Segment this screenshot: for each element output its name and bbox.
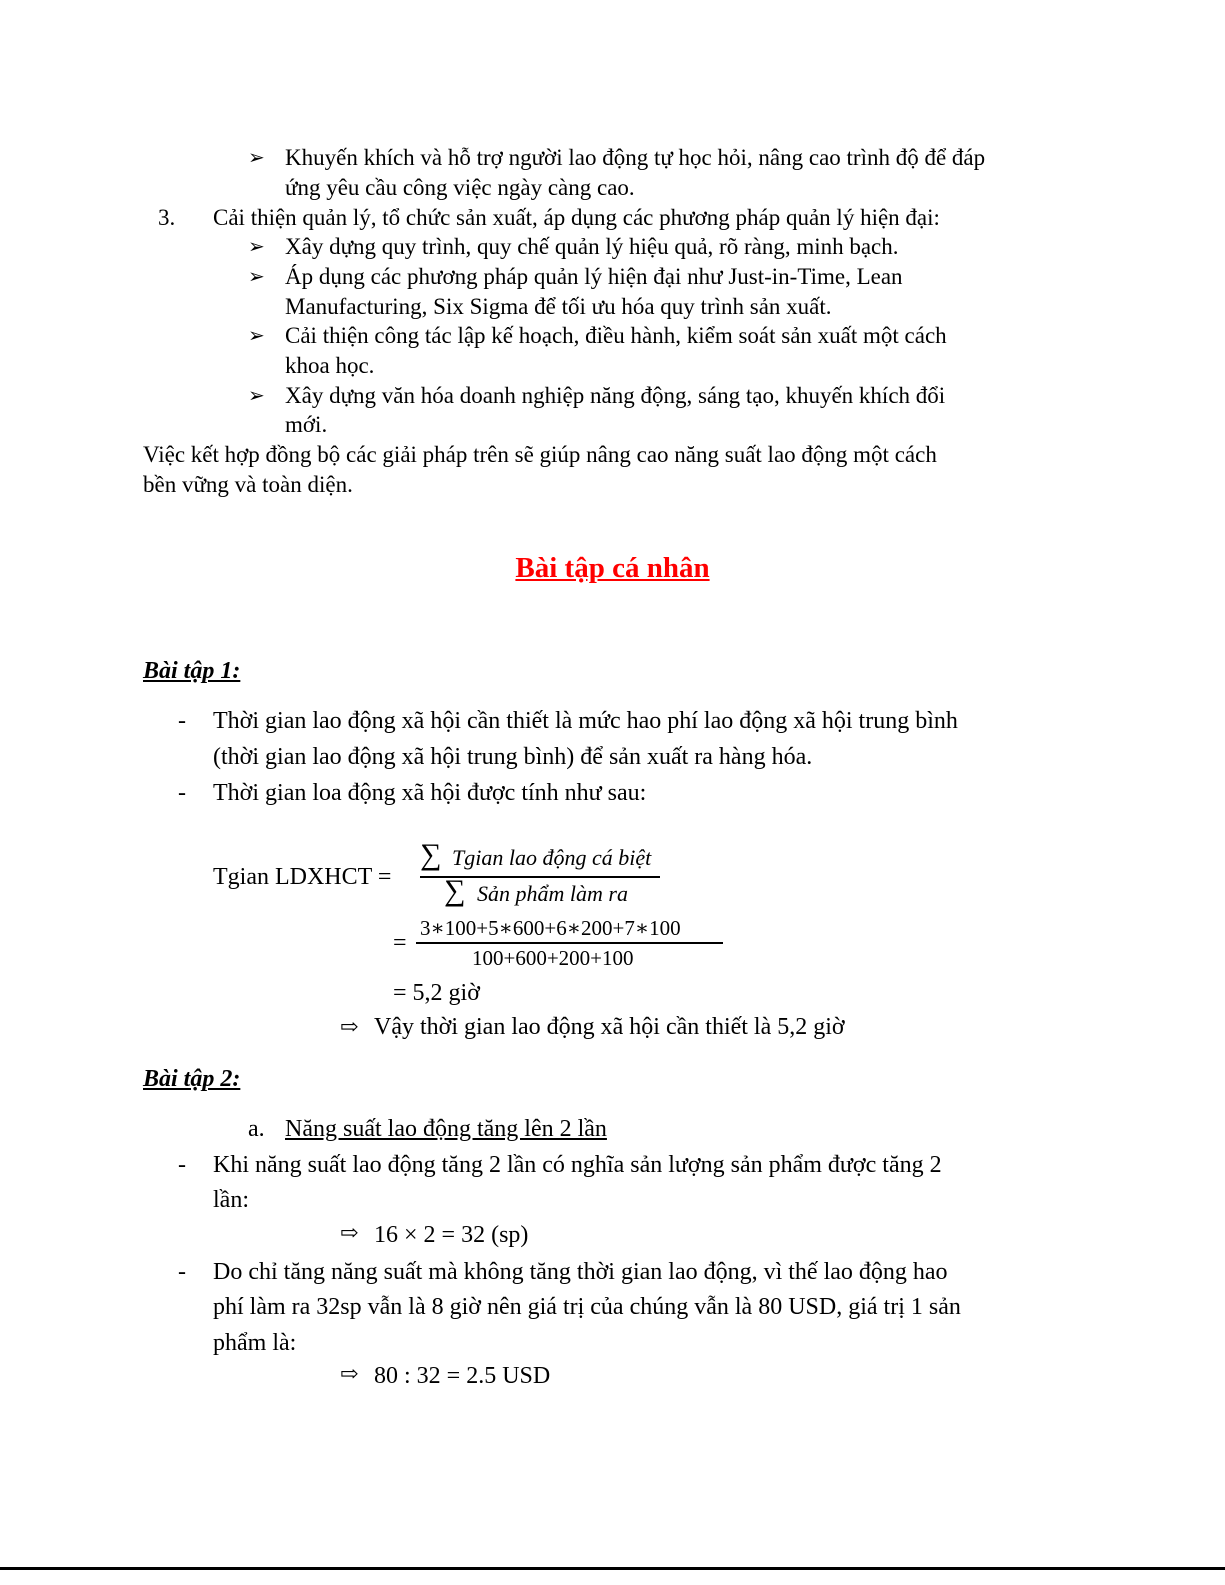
formula-lhs: Tgian LDXHCT = xyxy=(213,864,392,890)
page-border xyxy=(0,1567,1225,1570)
bullet-arrow-icon: ➢ xyxy=(248,325,265,347)
part-title: Năng suất lao động tăng lên 2 lần xyxy=(285,1116,607,1142)
dash-bullet: - xyxy=(178,1152,186,1178)
summary-text: bền vững và toàn diện. xyxy=(143,472,353,497)
formula-numerator: 3∗100+5∗600+6∗200+7∗100 xyxy=(420,916,681,940)
bullet-text: Khuyến khích và hỗ trợ người lao động tự học hỏi, nâng cao trình độ để đáp xyxy=(285,145,986,170)
dash-bullet: - xyxy=(178,1259,186,1285)
implies-arrow-icon: ⇨ xyxy=(340,1361,359,1386)
bullet-arrow-icon: ➢ xyxy=(248,385,265,407)
dash-bullet: - xyxy=(178,708,186,734)
bullet-text: Cải thiện công tác lập kế hoạch, điều hành, kiểm soát sản xuất một cách xyxy=(285,323,947,348)
calculation-text: 80 : 32 = 2.5 USD xyxy=(374,1363,551,1389)
sigma-symbol: ∑ xyxy=(444,874,466,907)
part-label: a. xyxy=(248,1116,265,1142)
page-title: Bài tập cá nhân xyxy=(515,552,710,584)
paragraph-text: lần: xyxy=(213,1187,249,1213)
paragraph-text: Khi năng suất lao động tăng 2 lần có nghĩa sản lượng sản phẩm được tăng 2 xyxy=(213,1152,942,1178)
formula-result: = 5,2 giờ xyxy=(393,980,480,1006)
bullet-text: ứng yêu cầu công việc ngày càng cao. xyxy=(285,175,635,200)
bullet-arrow-icon: ➢ xyxy=(248,266,265,288)
conclusion-text: Vậy thời gian lao động xã hội cần thiết là 5,2 giờ xyxy=(374,1014,845,1040)
paragraph-text: Thời gian loa động xã hội được tính như sau: xyxy=(213,780,647,806)
sigma-symbol: ∑ xyxy=(420,838,442,871)
implies-arrow-icon: ⇨ xyxy=(340,1220,359,1245)
formula-denominator: Sản phẩm làm ra xyxy=(477,881,628,906)
bullet-text: Manufacturing, Six Sigma để tối ưu hóa quy trình sản xuất. xyxy=(285,294,832,319)
bullet-text: Áp dụng các phương pháp quản lý hiện đại như Just-in-Time, Lean xyxy=(285,264,903,289)
formula-numerator: Tgian lao động cá biệt xyxy=(452,845,652,870)
exercise-1-heading: Bài tập 1: xyxy=(143,658,241,684)
paragraph-text: Thời gian lao động xã hội cần thiết là mức hao phí lao động xã hội trung bình xyxy=(213,708,958,734)
implies-arrow-icon: ⇨ xyxy=(340,1014,359,1039)
list-number: 3. xyxy=(158,205,176,230)
paragraph-text: (thời gian lao động xã hội trung bình) để sản xuất ra hàng hóa. xyxy=(213,744,813,770)
exercise-2-heading: Bài tập 2: xyxy=(143,1066,241,1092)
paragraph-text: phí làm ra 32sp vẫn là 8 giờ nên giá trị của chúng vẫn là 80 USD, giá trị 1 sản xyxy=(213,1294,961,1320)
summary-text: Việc kết hợp đồng bộ các giải pháp trên sẽ giúp nâng cao năng suất lao động một cách xyxy=(143,442,937,467)
bullet-text: khoa học. xyxy=(285,353,375,378)
bullet-text: Xây dựng quy trình, quy chế quản lý hiệu quả, rõ ràng, minh bạch. xyxy=(285,234,899,259)
paragraph-text: Do chỉ tăng năng suất mà không tăng thời gian lao động, vì thế lao động hao xyxy=(213,1259,948,1285)
bullet-arrow-icon: ➢ xyxy=(248,236,265,258)
bullet-text: mới. xyxy=(285,412,328,437)
paragraph-text: phẩm là: xyxy=(213,1330,297,1356)
bullet-text: Xây dựng văn hóa doanh nghiệp năng động, sáng tạo, khuyến khích đổi xyxy=(285,383,946,408)
dash-bullet: - xyxy=(178,780,186,806)
equals-sign: = xyxy=(393,930,407,956)
formula-denominator: 100+600+200+100 xyxy=(472,946,634,970)
list-item-heading: Cải thiện quản lý, tổ chức sản xuất, áp dụng các phương pháp quản lý hiện đại: xyxy=(213,205,940,230)
calculation-text: 16 × 2 = 32 (sp) xyxy=(374,1222,529,1248)
bullet-arrow-icon: ➢ xyxy=(248,147,265,169)
